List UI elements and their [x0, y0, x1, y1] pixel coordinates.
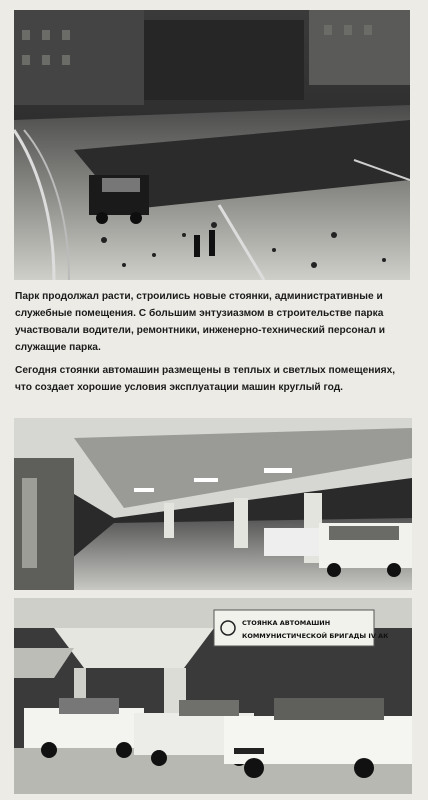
- garage-cars-photo: [14, 598, 412, 794]
- garage-sign-line-1: СТОЯНКА АВТОМАШИН: [242, 619, 331, 627]
- construction-site-photo: [14, 10, 410, 280]
- garage-interior-photo: [14, 418, 412, 590]
- paragraph-parking-today: Сегодня стоянки автомашин размещены в теплых и светлых помещениях, что создает хорошие условия эксплуатации машин круглый год.: [15, 365, 396, 393]
- paragraph-park-growth: Парк продолжал расти, строились новые стоянки, административные и служебные помещения. С большим энтузиазмом в строительстве парка участвовали водители, ремонтники, инженерно-технический персонал и служащие парка.: [15, 291, 386, 353]
- garage-sign-line-2: КОММУНИСТИЧЕСКОЙ БРИГАДЫ IV АК: [242, 632, 389, 640]
